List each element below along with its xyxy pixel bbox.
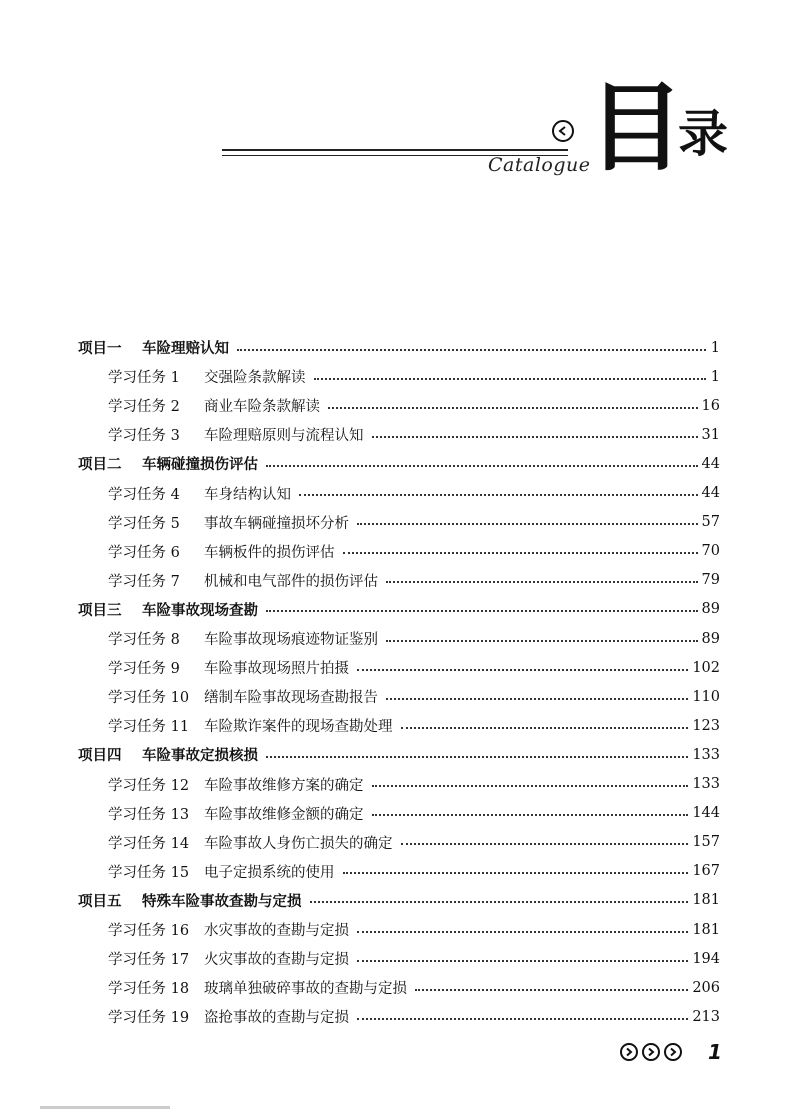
entry-title: 车险理赔原则与流程认知 [204, 428, 364, 445]
entry-page-number: 31 [701, 426, 720, 443]
entry-title: 商业车险条款解读 [204, 399, 320, 416]
toc-task-entry[interactable] [108, 944, 720, 973]
entry-title: 事故车辆碰撞损坏分析 [204, 515, 349, 532]
entry-page-number: 144 [692, 805, 720, 822]
toc-project-entry[interactable] [78, 595, 720, 624]
entry-number: 项目二 [78, 457, 122, 474]
dot-leader [386, 698, 688, 700]
toc-task-entry[interactable] [108, 537, 720, 566]
entry-title: 水灾事故的查勘与定损 [204, 923, 349, 939]
entry-label [108, 483, 291, 504]
entry-page-number: 181 [692, 892, 720, 909]
entry-number: 学习任务 5 [108, 515, 180, 532]
toc-task-entry[interactable] [108, 857, 720, 886]
entry-label [108, 366, 306, 387]
dot-leader [372, 814, 689, 816]
circle-arrow-right-icon [642, 1043, 660, 1061]
entry-page-number: 157 [692, 834, 720, 851]
entry-number: 项目四 [78, 748, 122, 765]
page-title-secondary: 录 [678, 105, 728, 163]
entry-page-number: 44 [701, 485, 720, 501]
toc-task-entry[interactable] [108, 711, 720, 740]
entry-label [108, 570, 378, 591]
entry-number: 学习任务 6 [108, 544, 180, 561]
entry-title: 车险事故定损核损 [142, 748, 258, 765]
toc-task-entry[interactable] [108, 624, 720, 653]
entry-number: 学习任务 15 [108, 864, 190, 881]
entry-number: 学习任务 17 [108, 952, 190, 969]
entry-title: 机械和电气部件的损伤评估 [204, 573, 378, 590]
entry-number: 学习任务 16 [108, 923, 190, 939]
entry-number: 项目五 [78, 893, 122, 910]
dot-leader [357, 960, 688, 962]
toc-project-entry[interactable] [78, 333, 720, 362]
entry-title: 车辆板件的损伤评估 [204, 544, 335, 561]
entry-page-number: 110 [692, 688, 720, 705]
entry-title: 火灾事故的查勘与定损 [204, 952, 349, 969]
entry-number: 学习任务 9 [108, 661, 180, 678]
entry-page-number: 1 [710, 368, 720, 385]
entry-number: 学习任务 8 [108, 632, 180, 648]
dot-leader [328, 407, 698, 409]
circle-arrow-left-icon [552, 120, 574, 142]
toc-task-entry[interactable] [108, 391, 720, 420]
toc-task-entry[interactable] [108, 828, 720, 857]
entry-title: 车险事故现场查勘 [142, 602, 258, 619]
entry-number: 项目一 [78, 341, 122, 357]
header-rule-thick [222, 149, 568, 151]
entry-number: 学习任务 3 [108, 428, 180, 445]
entry-title: 电子定损系统的使用 [204, 864, 335, 881]
entry-title: 车辆碰撞损伤评估 [142, 457, 258, 474]
page-number: 1 [708, 1040, 722, 1064]
entry-page-number: 167 [692, 863, 720, 880]
dot-leader [237, 349, 706, 351]
entry-page-number: 133 [692, 746, 720, 763]
entry-title: 车险事故人身伤亡损失的确定 [204, 835, 393, 852]
entry-label [78, 744, 258, 765]
entry-number: 学习任务 2 [108, 399, 180, 416]
entry-title: 车身结构认知 [204, 486, 291, 503]
entry-label [108, 919, 349, 940]
entry-page-number: 181 [692, 921, 720, 938]
entry-label [108, 715, 393, 736]
entry-label [108, 512, 349, 533]
dot-leader [299, 494, 698, 496]
dot-leader [386, 640, 698, 642]
dot-leader [343, 872, 689, 874]
entry-number: 学习任务 4 [108, 486, 180, 503]
entry-title: 交强险条款解读 [204, 370, 306, 387]
dot-leader [415, 989, 688, 991]
entry-title: 车险事故现场照片拍摄 [204, 661, 349, 678]
dot-leader [266, 756, 688, 758]
entry-page-number: 206 [692, 979, 720, 996]
toc-task-entry[interactable] [108, 479, 720, 508]
entry-number: 学习任务 10 [108, 690, 190, 707]
entry-page-number: 79 [701, 572, 720, 589]
circle-arrow-right-icon [620, 1043, 638, 1061]
toc-task-entry[interactable] [108, 566, 720, 595]
toc-project-entry[interactable] [78, 449, 720, 478]
entry-label [108, 977, 407, 998]
dot-leader [357, 523, 698, 525]
dot-leader [357, 669, 688, 671]
entry-page-number: 89 [701, 601, 720, 618]
dot-leader [343, 552, 698, 554]
toc-task-entry[interactable] [108, 420, 720, 449]
entry-page-number: 16 [701, 397, 720, 414]
entry-label [108, 832, 393, 853]
dot-leader [401, 843, 689, 845]
entry-title: 车险事故维修金额的确定 [204, 806, 364, 823]
entry-label [108, 686, 378, 707]
entry-number: 学习任务 12 [108, 777, 190, 794]
entry-number: 学习任务 11 [108, 719, 190, 736]
entry-title: 车险事故维修方案的确定 [204, 777, 364, 794]
entry-title: 缮制车险事故现场查勘报告 [204, 690, 378, 707]
toc-project-entry[interactable] [78, 740, 720, 769]
entry-title: 车险事故现场痕迹物证鉴别 [204, 632, 378, 648]
entry-page-number: 133 [692, 776, 720, 792]
page-footer [620, 1040, 722, 1064]
dot-leader [386, 581, 698, 583]
entry-number: 项目三 [78, 602, 122, 619]
toc-task-entry[interactable] [108, 1002, 720, 1031]
dot-leader [372, 785, 689, 787]
entry-label [108, 628, 378, 649]
entry-page-number: 70 [701, 543, 720, 560]
entry-label [108, 803, 364, 824]
entry-number: 学习任务 1 [108, 370, 180, 387]
entry-number: 学习任务 7 [108, 573, 180, 590]
page-title-main: 目 [588, 72, 684, 184]
entry-label [108, 424, 364, 445]
scan-edge-mark [40, 1106, 170, 1109]
entry-number: 学习任务 18 [108, 981, 190, 998]
entry-title: 车险欺诈案件的现场查勘处理 [204, 719, 393, 736]
toc-task-entry[interactable] [108, 915, 720, 944]
entry-label [108, 1006, 349, 1027]
subtitle-catalogue: Catalogue [488, 154, 591, 176]
dot-leader [266, 610, 698, 612]
dot-leader [357, 931, 688, 933]
entry-label [78, 337, 229, 358]
toc-task-entry[interactable] [108, 770, 720, 799]
entry-page-number: 123 [692, 717, 720, 734]
entry-number: 学习任务 14 [108, 835, 190, 852]
dot-leader [357, 1018, 688, 1020]
toc-task-entry[interactable] [108, 682, 720, 711]
entry-label [108, 861, 335, 882]
dot-leader [372, 436, 698, 438]
entry-label [78, 453, 258, 474]
entry-page-number: 57 [701, 514, 720, 531]
toc-task-entry[interactable] [108, 362, 720, 391]
entry-title: 车险理赔认知 [142, 341, 229, 357]
entry-label [78, 599, 258, 620]
dot-leader [266, 465, 698, 467]
entry-page-number: 213 [692, 1008, 720, 1025]
toc-task-entry[interactable] [108, 799, 720, 828]
toc-task-entry[interactable] [108, 973, 720, 1002]
entry-label [108, 657, 349, 678]
entry-page-number: 102 [692, 659, 720, 676]
circle-arrow-right-icon [664, 1043, 682, 1061]
entry-page-number: 194 [692, 950, 720, 967]
toc-project-entry[interactable] [78, 886, 720, 915]
entry-label [108, 948, 349, 969]
entry-label [108, 395, 320, 416]
toc-header [0, 0, 790, 200]
entry-label [78, 890, 302, 911]
entry-title: 玻璃单独破碎事故的查勘与定损 [204, 981, 407, 998]
entry-page-number: 1 [710, 339, 720, 356]
entry-title: 盗抢事故的查勘与定损 [204, 1010, 349, 1027]
toc-task-entry[interactable] [108, 653, 720, 682]
toc-task-entry[interactable] [108, 508, 720, 537]
entry-page-number: 89 [701, 630, 720, 647]
entry-label [108, 541, 335, 562]
entry-number: 学习任务 19 [108, 1010, 190, 1027]
entry-title: 特殊车险事故查勘与定损 [142, 893, 302, 910]
dot-leader [314, 378, 707, 380]
entry-number: 学习任务 13 [108, 806, 190, 823]
entry-page-number: 44 [701, 455, 720, 472]
dot-leader [401, 727, 689, 729]
dot-leader [310, 901, 689, 903]
entry-label [108, 774, 364, 795]
